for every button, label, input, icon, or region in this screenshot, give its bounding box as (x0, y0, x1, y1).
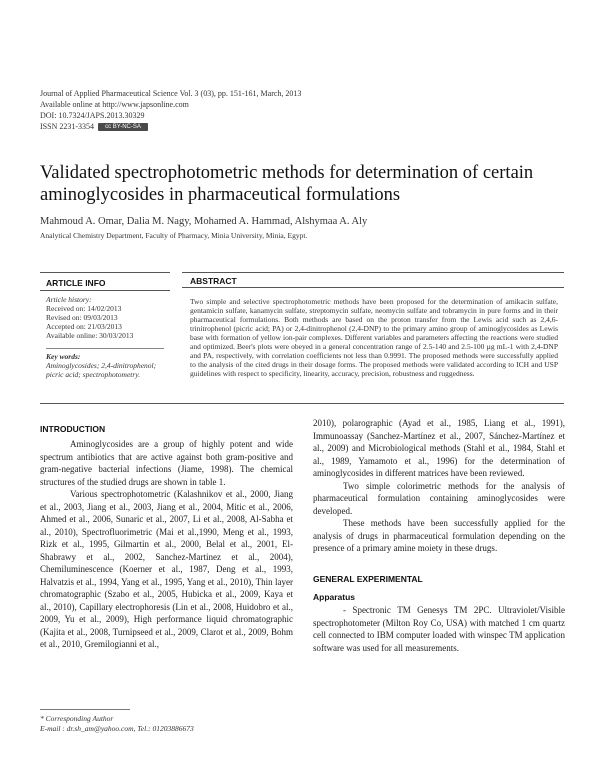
intro-paragraph-1: Aminoglycosides are a group of highly potent and wide spectrum antibiotics that are active against both gram-positive and gram-negative bacterial infections (Jiame, 1998). The chemical structures of the studied drugs are shown in table 1. (40, 439, 293, 487)
corresponding-author-label: * Corresponding Author (40, 714, 114, 723)
section-divider (40, 403, 564, 404)
journal-citation: Journal of Applied Pharmaceutical Science Vol. 3 (03), pp. 151-161, March, 2013 (40, 89, 302, 98)
intro-paragraph-2: Various spectrophotometric (Kalashnikov et al., 2000, Jiang et al., 2003, Jiang et al., 2003, Jiang et al., 2004, Mitic et al., 2006, Ahmed et al., 2006, Sunaric et al., 2007, Li et al., 2008, Al-Sabha et al., 2010), Spectrofluorimetric (Mai et al.,1990, Meng et al., 1993, Rizk et al., 1995, Gilmartin et al., 2000, Belal et al., 2001, El-Shabrawy et al., 2002, Sanchez-Martinez et al., 2004), Chemiluminescence (Koerner et al., 1987, Deng et al., 1993, Halvatzis et al., 1994, Yang et al., 1995, Yang et al., 2010), Thin layer chromatographic (Szabo et al., 2005, Hubicka et al., 2009, Kaya et al., 2010), Capillary electrophoresis (Lin et al., 2008, Huidobro et al., 2009, Yu et al., 2009), High performance liquid chromatographic (Kajita et al., 2008, Turnipseed et al., 2009, Clarot et al., 2009, Bohm et al., 2010, Gremilogianni et al., (40, 489, 293, 649)
article-history (46, 295, 166, 340)
abstract-heading: ABSTRACT (190, 276, 237, 286)
history-label: Article history: (46, 295, 92, 304)
journal-issn: ISSN 2231-3354 cc BY-NC-SA (40, 121, 301, 132)
methods-review-paragraph: 2010), polarographic (Ayad et al., 1985, Liang et al., 1991), Immunoassay (Sanchez-Martínez et al., 2007, Sánchez-Martínez et al., 2009) and Microbiological methods (Stahl et al., 1984, Stahl et al., 1989, Yamamoto et al., 1996) for the determination of aminoglycosides in different matrices have been reviewed. (313, 418, 565, 478)
general-experimental-heading: GENERAL EXPERIMENTAL (313, 574, 423, 584)
keywords-divider (46, 348, 164, 349)
abstract-text: Two simple and selective spectrophotometric methods have been proposed for the determination of amikacin sulfate, gentamicin sulfate, kanamycin sulfate, streptomycin sulfate, neomycin sulfate and tobramycin in pure forms and in their pharmaceutical formulations. Both methods are based on the proton transfer from the Lewis acid such as 2,4,6-trinitrophenol (picric acid; PA) or 2,4-dinitrophenol (2,4-DNP) to the primary amino group of aminoglycosides as Lewis base with formation of yellow ion-pair complexes. Different variables and parameters affecting the reactions were studied and optimized. Beer's plots were obeyed in a general concentration range of 2.5-140 and 2.5-100 µg mL-1 with 2,4-DNP and PA, respectively, with correlation coefficients not less than 0.9991. The proposed methods were successfully applied to the analysis of the cited drugs in their dosage forms. The proposed methods were validated according to ICH and USP guidelines with respect to specificity, linearity, accuracy, precision, robustness and ruggedness. (190, 297, 558, 378)
right-column-body (313, 417, 565, 555)
footnote-rule (40, 709, 130, 710)
affiliation: Analytical Chemistry Department, Faculty of Pharmacy, Minia University, Minia, Egypt. (40, 231, 308, 240)
abstract-rule (182, 287, 564, 288)
abstract-top-rule (182, 272, 564, 273)
accepted-date: Accepted on: 21/03/2013 (46, 322, 122, 331)
contact-info[interactable]: E-mail : dr.sh_am@yahoo.com, Tel.: 01203886673 (40, 724, 194, 733)
methods-paragraph-3: These methods have been successfully applied for the analysis of drugs in pharmaceutical formulation depending on the presence of a primary amine moiety in these drugs. (313, 518, 565, 553)
article-info-heading: ARTICLE INFO (46, 278, 106, 288)
article-info-top-rule (40, 272, 170, 273)
paper-title: Validated spectrophotometric methods for determination of certain aminoglycosides in pharmaceutical formulations (40, 163, 534, 205)
received-date: Received on: 14/02/2013 (46, 304, 122, 313)
apparatus-heading: Apparatus (313, 592, 356, 602)
cc-license-badge-icon[interactable]: cc BY-NC-SA (98, 123, 148, 131)
journal-header (40, 88, 301, 132)
revised-date: Revised on: 09/03/2013 (46, 313, 118, 322)
apparatus-body (313, 604, 565, 654)
article-info-rule (40, 290, 170, 291)
methods-paragraph-2: Two simple colorimetric methods for the analysis of pharmaceutical formulation containing aminoglycosides were developed. (313, 480, 565, 516)
keywords-label: Key words: (46, 352, 81, 361)
journal-doi[interactable]: DOI: 10.7324/JAPS.2013.30329 (40, 111, 145, 120)
keywords-list: Aminoglycosides; 2,4-dinitrophenol; picric acid; spectrophotometry. (46, 361, 157, 379)
journal-url[interactable]: Available online at http://www.japsonline.com (40, 100, 189, 109)
footnote (40, 714, 194, 734)
author-list: Mahmoud A. Omar, Dalia M. Nagy, Mohamed A. Hammad, Alshymaa A. Aly (40, 216, 368, 227)
available-date: Available online: 30/03/2013 (46, 331, 134, 340)
introduction-body (40, 438, 293, 651)
apparatus-text: - Spectronic TM Genesys TM 2PC. Ultraviolet/Visible spectrophotometer (Milton Roy Co, USA) with matched 1 cm quartz cell connected to IBM computer loaded with winspec TM application software was used for all measurements. (313, 605, 565, 653)
introduction-heading: INTRODUCTION (40, 424, 106, 434)
keywords-block (46, 352, 166, 379)
